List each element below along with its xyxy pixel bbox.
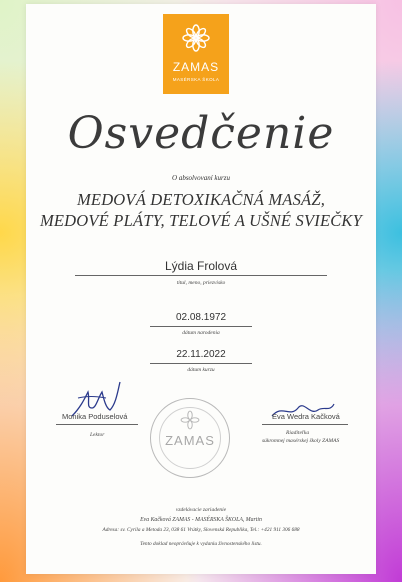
recipient-name: Lýdia Frolová xyxy=(164,259,238,273)
course-line-2: MEDOVÉ PLÁTY, TELOVÉ A UŠNÉ SVIEČKY xyxy=(39,211,363,230)
birth-date: 02.08.1972 xyxy=(175,312,227,323)
flower-icon xyxy=(180,22,212,54)
course-line-1: MEDOVÁ DETOXIKAČNÁ MASÁŽ, xyxy=(76,190,326,209)
recipient-caption: titul, meno, priezvisko xyxy=(176,280,226,286)
stamp-flower-icon xyxy=(179,409,201,431)
footer-line-2: Eva Kačková ZAMAS - MASÉRSKA ŠKOLA, Martin xyxy=(140,517,262,523)
lector-rule xyxy=(56,424,138,425)
birth-rule xyxy=(150,326,252,327)
director-name: Eva Wedra Kačková xyxy=(272,412,340,421)
director-rule xyxy=(262,424,348,425)
zamas-logo xyxy=(163,14,229,94)
director-caption: Riaditeľka xyxy=(286,430,310,436)
stamp-brand: ZAMAS xyxy=(165,433,215,448)
course-date: 22.11.2022 xyxy=(176,349,226,360)
certificate-title: Osvedčenie xyxy=(67,108,335,159)
course-date-caption: dátum kurzu xyxy=(187,367,215,373)
lector-caption: Lektor xyxy=(90,432,105,438)
course-date-rule xyxy=(150,363,252,364)
intro-text: O absolvovaní kurzu xyxy=(172,174,230,182)
lector-name: Monika Poduselová xyxy=(62,412,128,421)
logo-subtitle: MASÉRSKA ŠKOLA xyxy=(172,77,220,82)
footer-line-3: Adresa: sv. Cyrila a Metoda 23, 038 61 Vrútky, Slovenská Republika, Tel.: +421 911 306 688 xyxy=(102,527,300,533)
director-caption-school: súkromnej masérskej školy ZAMAS xyxy=(262,438,340,444)
zamas-stamp xyxy=(150,398,230,478)
logo-brand: ZAMAS xyxy=(172,60,220,74)
name-rule xyxy=(75,275,327,276)
birth-caption: dátum narodenia xyxy=(182,330,220,336)
footer-line-1: vzdelávacie zariadenie xyxy=(175,507,227,513)
footer-line-4: Tento doklad neoprávňuje k vydaniu živnostenského listu. xyxy=(140,541,262,547)
